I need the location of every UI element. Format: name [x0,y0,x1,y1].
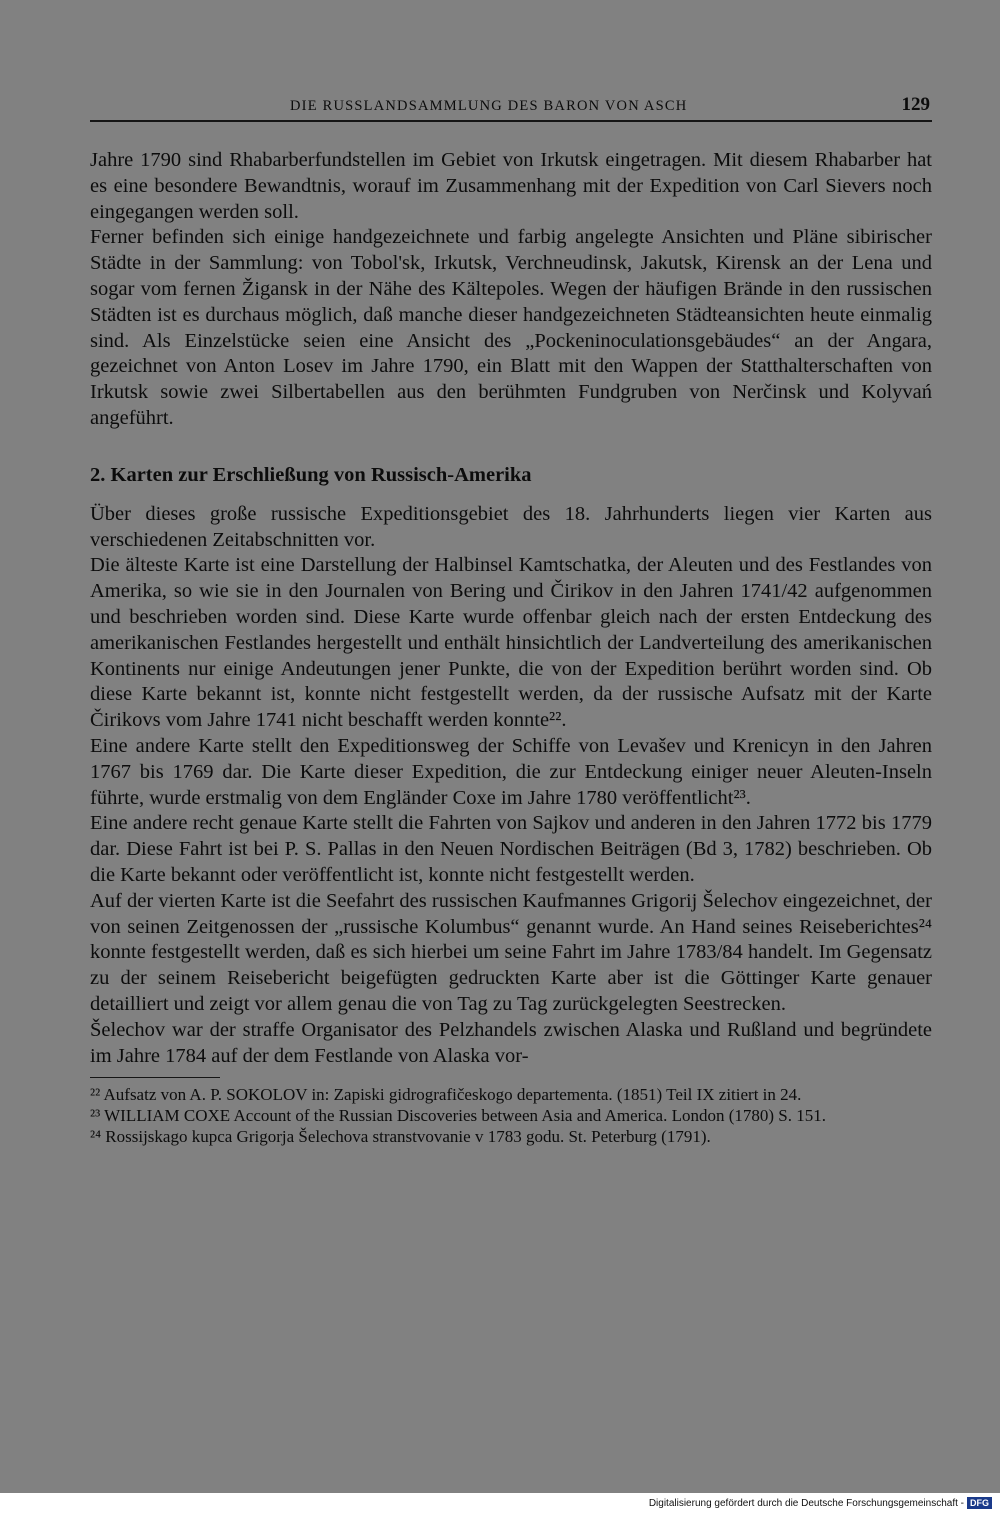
paragraph: Jahre 1790 sind Rhabarberfundstellen im Gebiet von Irkutsk eingetragen. Mit diesem Rhabarber hat es eine besondere Bewandtnis, worauf im Zusammenhang mit der Expedition von Carl Sievers noch eingegangen werden soll. [90,149,932,223]
page-number: 129 [901,94,930,115]
footnote: ²⁴ Rossijskago kupca Grigorja Šelechova stranstvovanie v 1783 godu. St. Peterburg (1791). [90,1127,711,1147]
paragraph: Eine andere Karte stellt den Expeditionsweg der Schiffe von Levašev und Krenicyn in den Jahren 1767 bis 1769 dar. Die Karte dieser Expedition, die zur Entdeckung einiger neuer Aleuten-Inseln führte, wurde erstmalig von dem Engländer Coxe im Jahre 1780 veröffentlicht²³. [90,734,932,809]
paragraph: Ferner befinden sich einige handgezeichnete und farbig angelegte Ansichten und Pläne sibirischer Städte in der Sammlung: von Tobol'sk, Irkutsk, Verchneudinsk, Jakutsk, Kirensk an der Lena und sogar vom fernen Žigansk in der Nähe des Kältepoles. Wegen der häufigen Brände in den russischen Städten ist es durchaus möglich, daß manche dieser handgezeichneten Städteansichten heute einmalig sind. Als Einzelstücke seien eine Ansicht des „Pockeninoculationsgebäudes“ an der Angara, gezeichnet von Anton Losev im Jahre 1790, ein Blatt mit den Wappen der Statthalterschaften von Irkutsk sowie zwei Silbertabellen aus den berühmten Fundgruben von Nerčinsk und Kolyvań angeführt. [90,226,932,429]
body-text [90,148,932,1147]
paragraph: Šelechov war der straffe Organisator des Pelzhandels zwischen Alaska und Rußland und begründete im Jahre 1784 auf der dem Festlande von Alaska vor- [90,1018,932,1067]
footnote-divider [90,1077,220,1078]
digitization-credit [649,1497,992,1509]
running-header [90,96,932,122]
paragraph: Die älteste Karte ist eine Darstellung der Halbinsel Kamtschatka, der Aleuten und des Festlandes von Amerika, so wie sie in den Journalen von Bering und Čirikov in den Jahren 1741/42 aufgenommen und beschrieben worden sind. Diese Karte wurde offenbar gleich nach der ersten Entdeckung des amerikanischen Festlandes hergestellt und enthält hinsichtlich der Landverteilung des amerikanischen Kontinents nur einige Andeutungen jener Punkte, die von der Expedition berührt worden sind. Ob diese Karte bekannt ist, konnte nicht festgestellt werden, da der russische Aufsatz mit der Karte Čirikovs vom Jahre 1741 nicht beschafft werden konnte²². [90,554,932,732]
footnote: ²² Aufsatz von A. P. SOKOLOV in: Zapiski gidrografičeskogo departementa. (1851) Teil IX zitiert in 24. [90,1085,802,1105]
credit-text: Digitalisierung gefördert durch die Deutsche Forschungsgemeinschaft - [648,1497,964,1509]
paragraph: Eine andere recht genaue Karte stellt die Fahrten von Sajkov und anderen in den Jahren 1772 bis 1779 dar. Diese Fahrt ist bei P. S. Pallas in den Neuen Nordischen Beiträgen (Bd 3, 1782) beschrieben. Ob die Karte bekannt oder veröffentlicht ist, konnte nicht festgestellt werden. [90,812,932,886]
running-title: DIE RUSSLANDSAMMLUNG DES BARON VON ASCH [290,98,688,114]
dfg-logo: DFG [967,1497,992,1509]
footnote: ²³ WILLIAM COXE Account of the Russian Discoveries between Asia and America. London (1780) S. 151. [90,1106,827,1126]
paragraph: Über dieses große russische Expeditionsgebiet des 18. Jahrhunderts liegen vier Karten aus verschiedenen Zeitabschnitten vor. [90,502,932,551]
paragraph: Auf der vierten Karte ist die Seefahrt des russischen Kaufmannes Grigorij Šelechov eingezeichnet, der von seinen Zeitgenossen der „russische Kolumbus“ genannt wurde. An Hand seines Reiseberichtes²⁴ konnte festgestellt werden, daß es sich hierbei um seine Fahrt im Jahre 1783/84 handelt. Im Gegensatz zu der seinem Reisebericht beigefügten gedruckten Karte aber ist die Göttinger Karte genauer detailliert und zeigt vor allem genau die von Tag zu Tag zurückgelegten Seestrecken. [90,889,932,1015]
footnotes [90,1084,932,1147]
section-heading: 2. Karten zur Erschließung von Russisch-Amerika [90,463,532,486]
